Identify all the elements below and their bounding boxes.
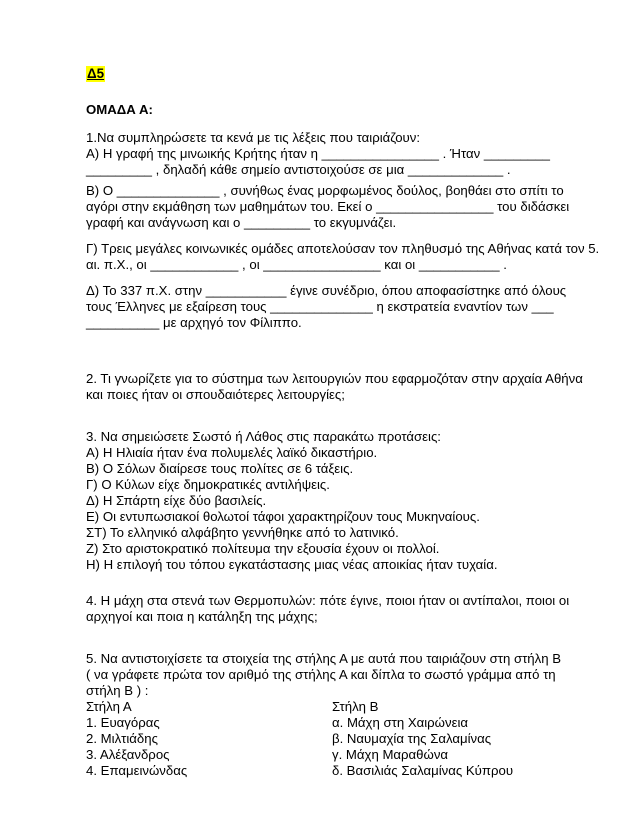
q5-intro-line-1: 5. Να αντιστοιχίσετε τα στοιχεία της στήλης Α με αυτά που ταιριάζουν στη στήλη Β: [86, 651, 562, 666]
column-b-item: β. Ναυμαχία της Σαλαμίνας: [332, 731, 492, 746]
column-b-item: γ. Μάχη Μαραθώνα: [332, 747, 449, 762]
q3-item-st: ΣΤ) Το ελληνικό αλφάβητο γεννήθηκε από το λατινικό.: [86, 525, 399, 540]
q4-line-2: αρχηγοί και ποια η κατάληξη της μάχης;: [86, 609, 318, 624]
q2-line-2: και ποιες ήταν οι σπουδαιότερες λειτουργίες;: [86, 387, 345, 402]
q3-item-h: Η) Η επιλογή του τόπου εγκατάστασης μιας νέας αποικίας ήταν τυχαία.: [86, 557, 498, 572]
q1-a-line-2: _________ , δηλαδή κάθε σημείο αντιστοιχούσε σε μια _____________ .: [86, 162, 511, 177]
q1-d-line-2: τους Έλληνες με εξαίρεση τους ______________ η εκστρατεία εναντίον των ___: [86, 299, 554, 314]
q3-item-a: Α) Η Ηλιαία ήταν ένα πολυμελές λαϊκό δικαστήριο.: [86, 445, 378, 460]
q1-intro: 1.Να συμπληρώσετε τα κενά με τις λέξεις που ταιριάζουν:: [86, 130, 421, 145]
q3-item-z: Ζ) Στο αριστοκρατικό πολίτευμα την εξουσία έχουν οι πολλοί.: [86, 541, 440, 556]
column-b-item: α. Μάχη στη Χαιρώνεια: [332, 715, 469, 730]
q3-item-b: Β) Ο Σόλων διαίρεσε τους πολίτες σε 6 τάξεις.: [86, 461, 354, 476]
q4-line-1: 4. Η μάχη στα στενά των Θερμοπυλών: πότε έγινε, ποιοι ήταν οι αντίπαλοι, ποιοι οι: [86, 593, 570, 608]
q1-d-line-1: Δ) Το 337 π.Χ. στην ___________ έγινε συνέδριο, όπου αποφασίστηκε από όλους: [86, 283, 567, 298]
q3-item-e: Ε) Οι εντυπωσιακοί θολωτοί τάφοι χαρακτηρίζουν τους Μυκηναίους.: [86, 509, 480, 524]
q2-line-1: 2. Τι γνωρίζετε για το σύστημα των λειτουργιών που εφαρμοζόταν στην αρχαία Αθήνα: [86, 371, 583, 386]
column-b-item: δ. Βασιλιάς Σαλαμίνας Κύπρου: [332, 763, 514, 778]
q5-intro-line-3: στήλη Β ) :: [86, 683, 149, 698]
q1-c-line-1: Γ) Τρεις μεγάλες κοινωνικές ομάδες αποτελούσαν τον πληθυσμό της Αθήνας κατά τον 5.: [86, 241, 600, 256]
q3-item-d: Δ) Η Σπάρτη είχε δύο βασιλείς.: [86, 493, 267, 508]
column-a-item: 2. Μιλτιάδης: [86, 731, 158, 746]
q1-c-line-2: αι. π.Χ., οι ____________ , οι ________________ και οι ___________ .: [86, 257, 507, 272]
q1-d-line-3: __________ με αρχηγό τον Φίλιππο.: [86, 315, 302, 330]
document-title: Δ5: [87, 66, 105, 81]
q1-b-line-2: αγόρι στην εκμάθηση των μαθημάτων του. Εκεί ο ________________ του διδάσκει: [86, 199, 570, 214]
q5-intro-line-2: ( να γράφετε πρώτα τον αριθμό της στήλης Α και δίπλα το σωστό γράμμα από τη: [86, 667, 556, 682]
column-b-header: Στήλη Β: [332, 699, 379, 714]
group-heading: ΟΜΑΔΑ Α:: [86, 102, 153, 117]
column-a-item: 1. Ευαγόρας: [86, 715, 160, 730]
q3-intro: 3. Να σημειώσετε Σωστό ή Λάθος στις παρακάτω προτάσεις:: [86, 429, 441, 444]
q1-a-line-1: Α) Η γραφή της μινωικής Κρήτης ήταν η ________________ . Ήταν _________: [86, 146, 550, 161]
column-a-item: 3. Αλέξανδρος: [86, 747, 170, 762]
q1-b-line-1: Β) Ο ______________ , συνήθως ένας μορφωμένος δούλος, βοηθάει στο σπίτι το: [86, 183, 564, 198]
column-a-header: Στήλη Α: [86, 699, 132, 714]
q3-item-c: Γ) Ο Κύλων είχε δημοκρατικές αντιλήψεις.: [86, 477, 330, 492]
column-a-item: 4. Επαμεινώνδας: [86, 763, 188, 778]
q1-b-line-3: γραφή και ανάγνωση και ο _________ το εκγυμνάζει.: [86, 215, 397, 230]
